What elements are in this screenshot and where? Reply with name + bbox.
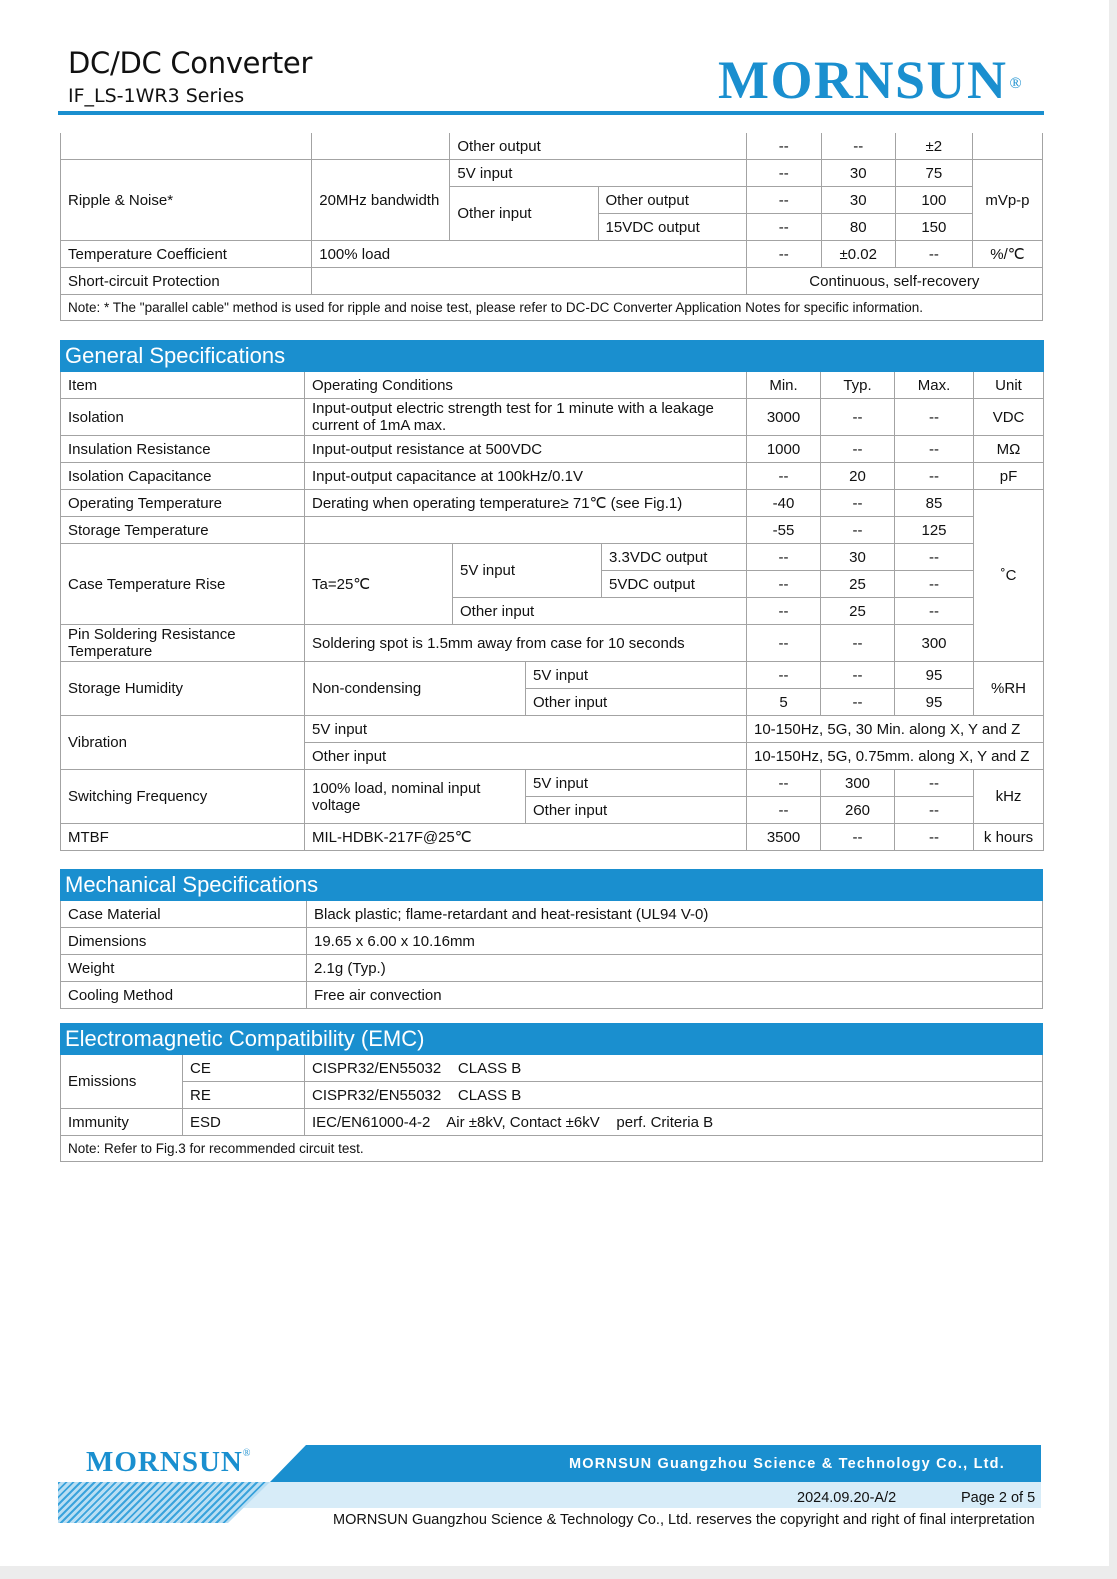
max-cell: -- bbox=[895, 436, 974, 463]
column-header: Max. bbox=[895, 372, 974, 399]
table-row bbox=[61, 625, 1044, 662]
table-row bbox=[61, 544, 1044, 571]
typ-cell: -- bbox=[821, 824, 895, 851]
min-cell: 3500 bbox=[747, 824, 821, 851]
min-cell: -- bbox=[747, 625, 821, 662]
output-cell: 5VDC output bbox=[602, 571, 747, 598]
general-specifications-table bbox=[60, 340, 1044, 851]
unit-cell: MΩ bbox=[974, 436, 1044, 463]
min-cell: -- bbox=[747, 797, 821, 824]
max-cell: 150 bbox=[895, 214, 972, 241]
column-header: Operating Conditions bbox=[305, 372, 747, 399]
table-row bbox=[61, 463, 1044, 490]
min-cell: -55 bbox=[747, 517, 821, 544]
table-row bbox=[61, 490, 1044, 517]
max-cell: -- bbox=[895, 797, 974, 824]
value-cell: Black plastic; flame-retardant and heat-resistant (UL94 V-0) bbox=[307, 901, 1043, 928]
typ-cell: ±0.02 bbox=[821, 241, 895, 268]
type-cell: RE bbox=[183, 1082, 305, 1109]
item-cell: Vibration bbox=[61, 716, 305, 770]
max-cell: 100 bbox=[895, 187, 972, 214]
typ-cell: 25 bbox=[821, 598, 895, 625]
emc-table bbox=[60, 1023, 1043, 1162]
item-cell: Pin Soldering Resistance Temperature bbox=[61, 625, 305, 662]
item-cell: Case Temperature Rise bbox=[61, 544, 305, 625]
empty-cell bbox=[312, 268, 746, 295]
output-cell: Other output bbox=[598, 187, 746, 214]
table-row bbox=[61, 1109, 1043, 1136]
typ-cell: 260 bbox=[821, 797, 895, 824]
item-cell: Ripple & Noise* bbox=[61, 160, 312, 241]
value-cell: 10-150Hz, 5G, 0.75mm. along X, Y and Z bbox=[747, 743, 1044, 770]
table-row bbox=[61, 1055, 1043, 1082]
input-cell: 5V input bbox=[526, 770, 747, 797]
min-cell: -- bbox=[746, 187, 821, 214]
condition-cell: Non-condensing bbox=[305, 662, 526, 716]
condition-cell: 20MHz bandwidth bbox=[312, 160, 450, 241]
table-row bbox=[61, 268, 1043, 295]
series-name: IF_LS-1WR3 Series bbox=[68, 85, 245, 107]
input-cell: Other input bbox=[526, 797, 747, 824]
table-note: Note: * The "parallel cable" method is used for ripple and noise test, please refer to DC-DC Converter Application Notes for specific information. bbox=[61, 295, 1043, 321]
value-cell: 2.1g (Typ.) bbox=[307, 955, 1043, 982]
value-cell: CISPR32/EN55032 CLASS B bbox=[305, 1082, 1043, 1109]
item-cell: Storage Humidity bbox=[61, 662, 305, 716]
value-cell: Continuous, self-recovery bbox=[746, 268, 1042, 295]
value-cell: 19.65 x 6.00 x 10.16mm bbox=[307, 928, 1043, 955]
unit-cell: pF bbox=[974, 463, 1044, 490]
table-row bbox=[61, 399, 1044, 436]
typ-cell: 300 bbox=[821, 770, 895, 797]
max-cell: -- bbox=[895, 598, 974, 625]
typ-cell: 30 bbox=[821, 544, 895, 571]
table-note: Note: Refer to Fig.3 for recommended circuit test. bbox=[61, 1136, 1043, 1162]
footer-date: 2024.09.20-A/2 bbox=[797, 1490, 897, 1506]
typ-cell: -- bbox=[821, 490, 895, 517]
table-row bbox=[61, 770, 1044, 797]
min-cell: -- bbox=[747, 571, 821, 598]
min-cell: -40 bbox=[747, 490, 821, 517]
typ-cell: -- bbox=[821, 436, 895, 463]
typ-cell: -- bbox=[821, 133, 895, 160]
footer-hatch-decoration bbox=[58, 1482, 270, 1523]
min-cell: -- bbox=[747, 544, 821, 571]
value-cell: CISPR32/EN55032 CLASS B bbox=[305, 1055, 1043, 1082]
item-cell: Immunity bbox=[61, 1109, 183, 1136]
footer-company: MORNSUN Guangzhou Science & Technology Co., Ltd. bbox=[569, 1456, 1005, 1472]
unit-cell: mVp-p bbox=[972, 160, 1042, 241]
ripple-noise-table bbox=[60, 133, 1043, 321]
typ-cell: 30 bbox=[821, 160, 895, 187]
min-cell: -- bbox=[746, 160, 821, 187]
max-cell: -- bbox=[895, 571, 974, 598]
input-cell: 5V input bbox=[453, 544, 602, 598]
table-row bbox=[61, 824, 1044, 851]
typ-cell: 30 bbox=[821, 187, 895, 214]
type-cell: ESD bbox=[183, 1109, 305, 1136]
item-cell: Temperature Coefficient bbox=[61, 241, 312, 268]
input-cell: 5V input bbox=[526, 662, 747, 689]
table-row bbox=[61, 436, 1044, 463]
typ-cell: 80 bbox=[821, 214, 895, 241]
typ-cell: -- bbox=[821, 689, 895, 716]
max-cell: 85 bbox=[895, 490, 974, 517]
typ-cell: 25 bbox=[821, 571, 895, 598]
max-cell: -- bbox=[895, 544, 974, 571]
max-cell: -- bbox=[895, 399, 974, 436]
value-cell: 10-150Hz, 5G, 30 Min. along X, Y and Z bbox=[747, 716, 1044, 743]
condition-cell: Ta=25℃ bbox=[305, 544, 453, 625]
item-cell: Emissions bbox=[61, 1055, 183, 1109]
value-cell: IEC/EN61000-4-2 Air ±8kV, Contact ±6kV perf. Criteria B bbox=[305, 1109, 1043, 1136]
table-row bbox=[61, 716, 1044, 743]
input-cell: Other input bbox=[526, 689, 747, 716]
mornsun-logo: MORNSUN ® bbox=[718, 50, 1024, 110]
min-cell: -- bbox=[746, 133, 821, 160]
output-cell: 3.3VDC output bbox=[602, 544, 747, 571]
table-row bbox=[61, 133, 1043, 160]
max-cell: 125 bbox=[895, 517, 974, 544]
typ-cell: -- bbox=[821, 625, 895, 662]
column-header: Typ. bbox=[821, 372, 895, 399]
empty-cell bbox=[61, 133, 312, 160]
condition-cell: Input-output capacitance at 100kHz/0.1V bbox=[305, 463, 747, 490]
min-cell: -- bbox=[747, 770, 821, 797]
table-row bbox=[61, 517, 1044, 544]
item-cell: Switching Frequency bbox=[61, 770, 305, 824]
document-title: DC/DC Converter bbox=[68, 46, 313, 80]
max-cell: -- bbox=[895, 463, 974, 490]
item-cell: Dimensions bbox=[61, 928, 307, 955]
input-cell: Other input bbox=[450, 187, 598, 241]
max-cell: -- bbox=[895, 770, 974, 797]
table-row bbox=[61, 982, 1043, 1009]
column-header: Unit bbox=[974, 372, 1044, 399]
page-number: Page 2 of 5 bbox=[961, 1490, 1036, 1506]
header-rule bbox=[58, 111, 1044, 115]
section-title: Mechanical Specifications bbox=[61, 870, 1043, 901]
section-title: Electromagnetic Compatibility (EMC) bbox=[61, 1024, 1043, 1055]
unit-cell: %/℃ bbox=[972, 241, 1042, 268]
min-cell: 1000 bbox=[747, 436, 821, 463]
unit-cell: %RH bbox=[974, 662, 1044, 716]
condition-cell: Soldering spot is 1.5mm away from case for 10 seconds bbox=[305, 625, 747, 662]
mechanical-specifications-table bbox=[60, 869, 1043, 1009]
empty-cell bbox=[312, 133, 450, 160]
table-row bbox=[61, 928, 1043, 955]
min-cell: -- bbox=[746, 241, 821, 268]
table-row bbox=[61, 295, 1043, 321]
min-cell: 3000 bbox=[747, 399, 821, 436]
table-row bbox=[61, 1082, 1043, 1109]
table-row bbox=[61, 901, 1043, 928]
condition-cell: Input-output resistance at 500VDC bbox=[305, 436, 747, 463]
min-cell: 5 bbox=[747, 689, 821, 716]
table-row bbox=[61, 662, 1044, 689]
condition-cell: MIL-HDBK-217F@25℃ bbox=[305, 824, 747, 851]
item-cell: Case Material bbox=[61, 901, 307, 928]
unit-cell: kHz bbox=[974, 770, 1044, 824]
condition-cell: Input-output electric strength test for 1 minute with a leakage current of 1mA max. bbox=[305, 399, 747, 436]
input-cell: Other output bbox=[450, 133, 746, 160]
footer-logo: MORNSUN® bbox=[86, 1446, 252, 1478]
table-row bbox=[61, 1136, 1043, 1162]
typ-cell: -- bbox=[821, 662, 895, 689]
typ-cell: -- bbox=[821, 517, 895, 544]
min-cell: -- bbox=[746, 214, 821, 241]
item-cell: Weight bbox=[61, 955, 307, 982]
typ-cell: 20 bbox=[821, 463, 895, 490]
condition-cell: 100% load bbox=[312, 241, 746, 268]
min-cell: -- bbox=[747, 598, 821, 625]
max-cell: -- bbox=[895, 824, 974, 851]
min-cell: -- bbox=[747, 463, 821, 490]
input-cell: Other input bbox=[453, 598, 747, 625]
item-cell: Operating Temperature bbox=[61, 490, 305, 517]
section-title: General Specifications bbox=[61, 341, 1044, 372]
max-cell: 75 bbox=[895, 160, 972, 187]
max-cell: -- bbox=[895, 241, 972, 268]
table-header-row bbox=[61, 372, 1044, 399]
unit-cell: k hours bbox=[974, 824, 1044, 851]
table-row bbox=[61, 160, 1043, 187]
item-cell: Short-circuit Protection bbox=[61, 268, 312, 295]
footer-copyright: MORNSUN Guangzhou Science & Technology Co., Ltd. reserves the copyright and right of final interpretation bbox=[333, 1512, 1035, 1528]
input-cell: 5V input bbox=[450, 160, 746, 187]
item-cell: Isolation Capacitance bbox=[61, 463, 305, 490]
max-cell: 95 bbox=[895, 662, 974, 689]
type-cell: CE bbox=[183, 1055, 305, 1082]
item-cell: Isolation bbox=[61, 399, 305, 436]
table-row bbox=[61, 241, 1043, 268]
input-cell: 5V input bbox=[305, 716, 747, 743]
item-cell: Storage Temperature bbox=[61, 517, 305, 544]
max-cell: 95 bbox=[895, 689, 974, 716]
typ-cell: -- bbox=[821, 399, 895, 436]
condition-cell: Derating when operating temperature≥ 71℃ (see Fig.1) bbox=[305, 490, 747, 517]
table-row bbox=[61, 955, 1043, 982]
value-cell: Free air convection bbox=[307, 982, 1043, 1009]
input-cell: Other input bbox=[305, 743, 747, 770]
item-cell: Insulation Resistance bbox=[61, 436, 305, 463]
item-cell: Cooling Method bbox=[61, 982, 307, 1009]
min-cell: -- bbox=[747, 662, 821, 689]
condition-cell: 100% load, nominal input voltage bbox=[305, 770, 526, 824]
empty-cell bbox=[305, 517, 747, 544]
max-cell: ±2 bbox=[895, 133, 972, 160]
unit-cell: ˚C bbox=[974, 490, 1044, 662]
unit-cell: VDC bbox=[974, 399, 1044, 436]
output-cell: 15VDC output bbox=[598, 214, 746, 241]
column-header: Item bbox=[61, 372, 305, 399]
column-header: Min. bbox=[747, 372, 821, 399]
empty-cell bbox=[972, 133, 1042, 160]
max-cell: 300 bbox=[895, 625, 974, 662]
item-cell: MTBF bbox=[61, 824, 305, 851]
